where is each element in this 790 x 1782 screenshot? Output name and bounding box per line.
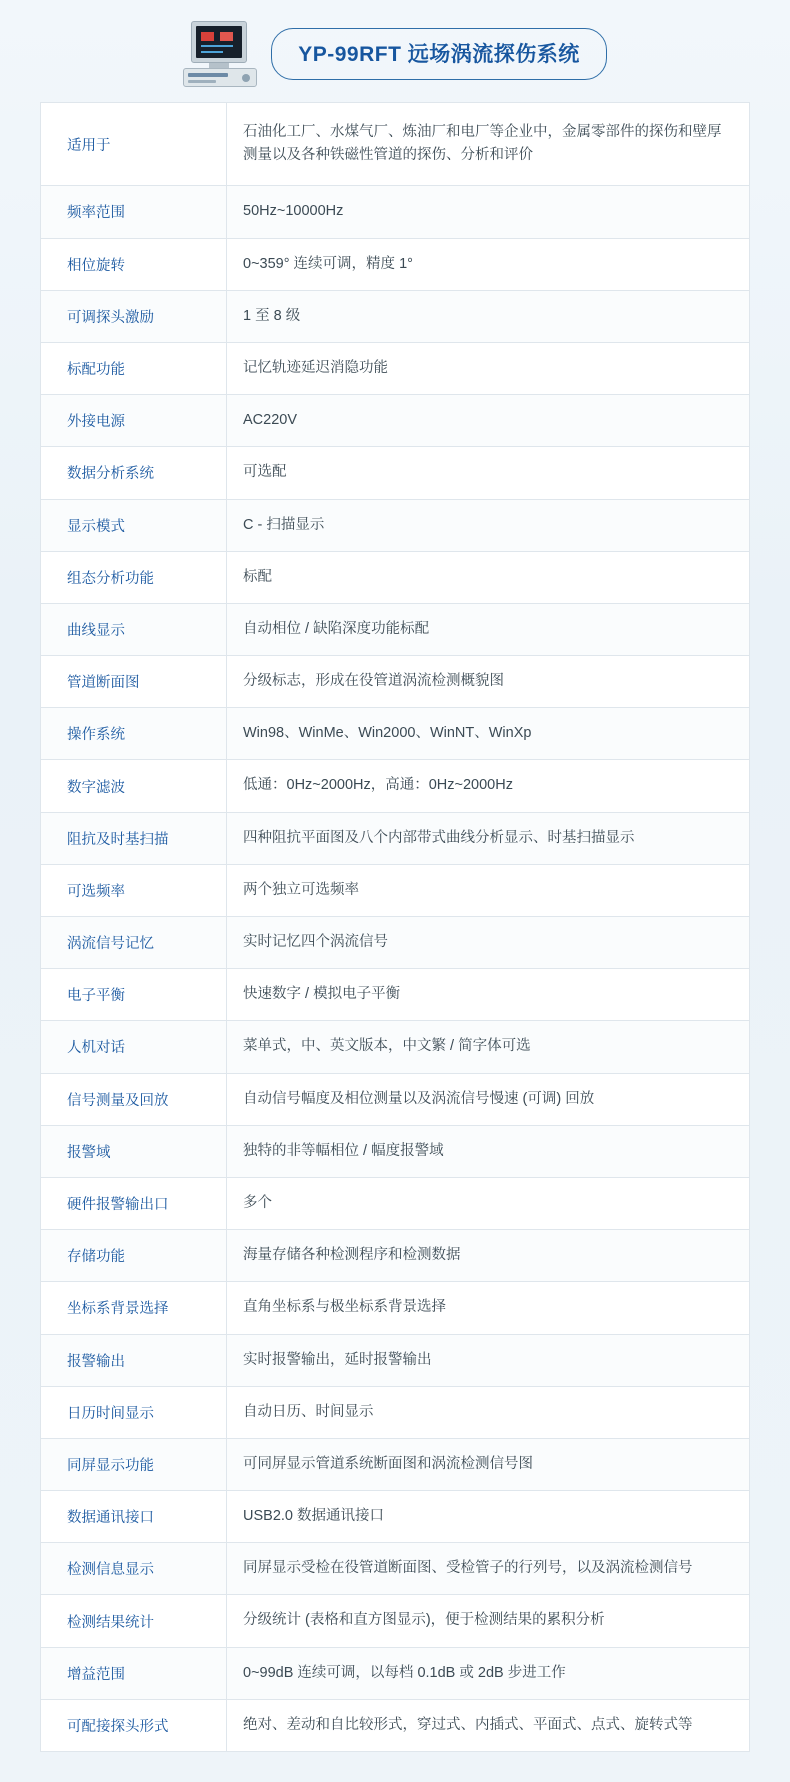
spec-label: 外接电源: [41, 395, 227, 446]
spec-label: 操作系统: [41, 708, 227, 759]
spec-value: 绝对、差动和自比较形式，穿过式、内插式、平面式、点式、旋转式等: [243, 1716, 693, 1733]
table-row: [41, 1387, 749, 1439]
table-row: [41, 604, 749, 656]
spec-label: 报警输出: [41, 1335, 227, 1386]
instrument-strip-1: [188, 73, 228, 77]
spec-label: 人机对话: [41, 1021, 227, 1072]
spec-label: 涡流信号记忆: [41, 917, 227, 968]
table-row: [41, 969, 749, 1021]
page-title: YP-99RFT 远场涡流探伤系统: [298, 43, 580, 66]
table-row: [41, 1021, 749, 1073]
table-row: [41, 500, 749, 552]
spec-value: 0~99dB 连续可调，以每档 0.1dB 或 2dB 步进工作: [243, 1664, 566, 1681]
table-row: [41, 395, 749, 447]
table-row: [41, 708, 749, 760]
monitor-screen-body: [191, 21, 247, 63]
spec-label: 检测结果统计: [41, 1595, 227, 1646]
table-row: [41, 1595, 749, 1647]
spec-value: 记忆轨迹延迟消隐功能: [243, 359, 388, 376]
spec-value: 标配: [243, 568, 272, 585]
table-row: [41, 343, 749, 395]
table-row: [41, 1648, 749, 1700]
instrument-strip-2: [188, 80, 216, 83]
instrument-base: [183, 68, 257, 87]
spec-label: 数字滤波: [41, 760, 227, 811]
spec-value: 50Hz~10000Hz: [243, 203, 344, 220]
monitor-screen: [196, 26, 242, 58]
spec-label: 硬件报警输出口: [41, 1178, 227, 1229]
spec-label: 可配接探头形式: [41, 1700, 227, 1751]
spec-value: 菜单式，中、英文版本，中文繁 / 简字体可选: [243, 1038, 531, 1055]
spec-value: 可同屏显示管道系统断面图和涡流检测信号图: [243, 1455, 533, 1472]
table-row: [41, 103, 749, 186]
spec-value: 实时记忆四个涡流信号: [243, 934, 388, 950]
spec-value: 自动日历、时间显示: [243, 1403, 374, 1420]
monitor-icon: [183, 21, 257, 87]
page-title-pill: [271, 28, 607, 80]
table-row: [41, 1491, 749, 1543]
table-row: [41, 552, 749, 604]
spec-label: 检测信息显示: [41, 1543, 227, 1594]
spec-value: 两个独立可选频率: [243, 881, 359, 898]
table-row: [41, 1335, 749, 1387]
spec-value: 自动相位 / 缺陷深度功能标配: [243, 620, 430, 637]
spec-value: AC220V: [243, 412, 298, 429]
spec-value: 1 至 8 级: [243, 307, 301, 324]
spec-label: 日历时间显示: [41, 1387, 227, 1438]
table-row: [41, 1282, 749, 1334]
spec-label: 管道断面图: [41, 656, 227, 707]
table-row: [41, 865, 749, 917]
spec-label: 增益范围: [41, 1648, 227, 1699]
table-row: [41, 1439, 749, 1491]
spec-value: USB2.0 数据通讯接口: [243, 1508, 384, 1525]
spec-value: 0~359° 连续可调，精度 1°: [243, 255, 413, 272]
spec-label: 报警域: [41, 1126, 227, 1177]
table-row: [41, 760, 749, 812]
spec-value: 海量存储各种检测程序和检测数据: [243, 1247, 461, 1264]
spec-value: C - 扫描显示: [243, 516, 325, 533]
spec-label: 阻抗及时基扫描: [41, 813, 227, 864]
spec-value: 石油化工厂、水煤气厂、炼油厂和电厂等企业中，金属零部件的探伤和壁厚测量以及各种铁磁性管道的探伤、分析和评价: [243, 124, 722, 164]
spec-label: 同屏显示功能: [41, 1439, 227, 1490]
table-row: [41, 813, 749, 865]
spec-label: 频率范围: [41, 186, 227, 237]
table-row: [41, 1074, 749, 1126]
spec-label: 标配功能: [41, 343, 227, 394]
table-row: [41, 656, 749, 708]
spec-value: 独特的非等幅相位 / 幅度报警域: [243, 1142, 444, 1159]
spec-label: 数据分析系统: [41, 447, 227, 498]
spec-label: 电子平衡: [41, 969, 227, 1020]
spec-value: 可选配: [243, 464, 287, 481]
spec-value: Win98、WinMe、Win2000、WinNT、WinXp: [243, 725, 532, 742]
table-row: [41, 239, 749, 291]
spec-label: 适用于: [41, 103, 227, 185]
page-header: [0, 0, 790, 102]
spec-value: 直角坐标系与极坐标系背景选择: [243, 1299, 446, 1316]
spec-value: 实时报警输出，延时报警输出: [243, 1351, 432, 1368]
header-inner: [183, 21, 607, 87]
table-row: [41, 917, 749, 969]
spec-label: 组态分析功能: [41, 552, 227, 603]
table-row: [41, 1126, 749, 1178]
spec-value: 低通：0Hz~2000Hz，高通：0Hz~2000Hz: [243, 777, 513, 794]
spec-value: 快速数字 / 模拟电子平衡: [243, 986, 401, 1003]
spec-label: 信号测量及回放: [41, 1074, 227, 1125]
table-row: [41, 186, 749, 238]
spec-label: 坐标系背景选择: [41, 1282, 227, 1333]
spec-value: 同屏显示受检在役管道断面图、受检管子的行列号，以及涡流检测信号: [243, 1560, 693, 1577]
table-row: [41, 291, 749, 343]
spec-label: 相位旋转: [41, 239, 227, 290]
spec-value: 分级统计 (表格和直方图显示)，便于检测结果的累积分析: [243, 1612, 605, 1629]
spec-label: 可调探头激励: [41, 291, 227, 342]
spec-table: [40, 102, 750, 1752]
instrument-knob: [242, 74, 250, 82]
table-row: [41, 1700, 749, 1752]
spec-label: 曲线显示: [41, 604, 227, 655]
spec-value: 四种阻抗平面图及八个内部带式曲线分析显示、时基扫描显示: [243, 829, 635, 846]
spec-label: 显示模式: [41, 500, 227, 551]
spec-value: 分级标志，形成在役管道涡流检测概貌图: [243, 673, 504, 690]
table-row: [41, 1543, 749, 1595]
spec-value: 多个: [243, 1194, 272, 1211]
table-row: [41, 1230, 749, 1282]
spec-label: 数据通讯接口: [41, 1491, 227, 1542]
spec-value: 自动信号幅度及相位测量以及涡流信号慢速 (可调) 回放: [243, 1090, 595, 1107]
spec-label: 可选频率: [41, 865, 227, 916]
spec-label: 存储功能: [41, 1230, 227, 1281]
table-row: [41, 1178, 749, 1230]
table-row: [41, 447, 749, 499]
